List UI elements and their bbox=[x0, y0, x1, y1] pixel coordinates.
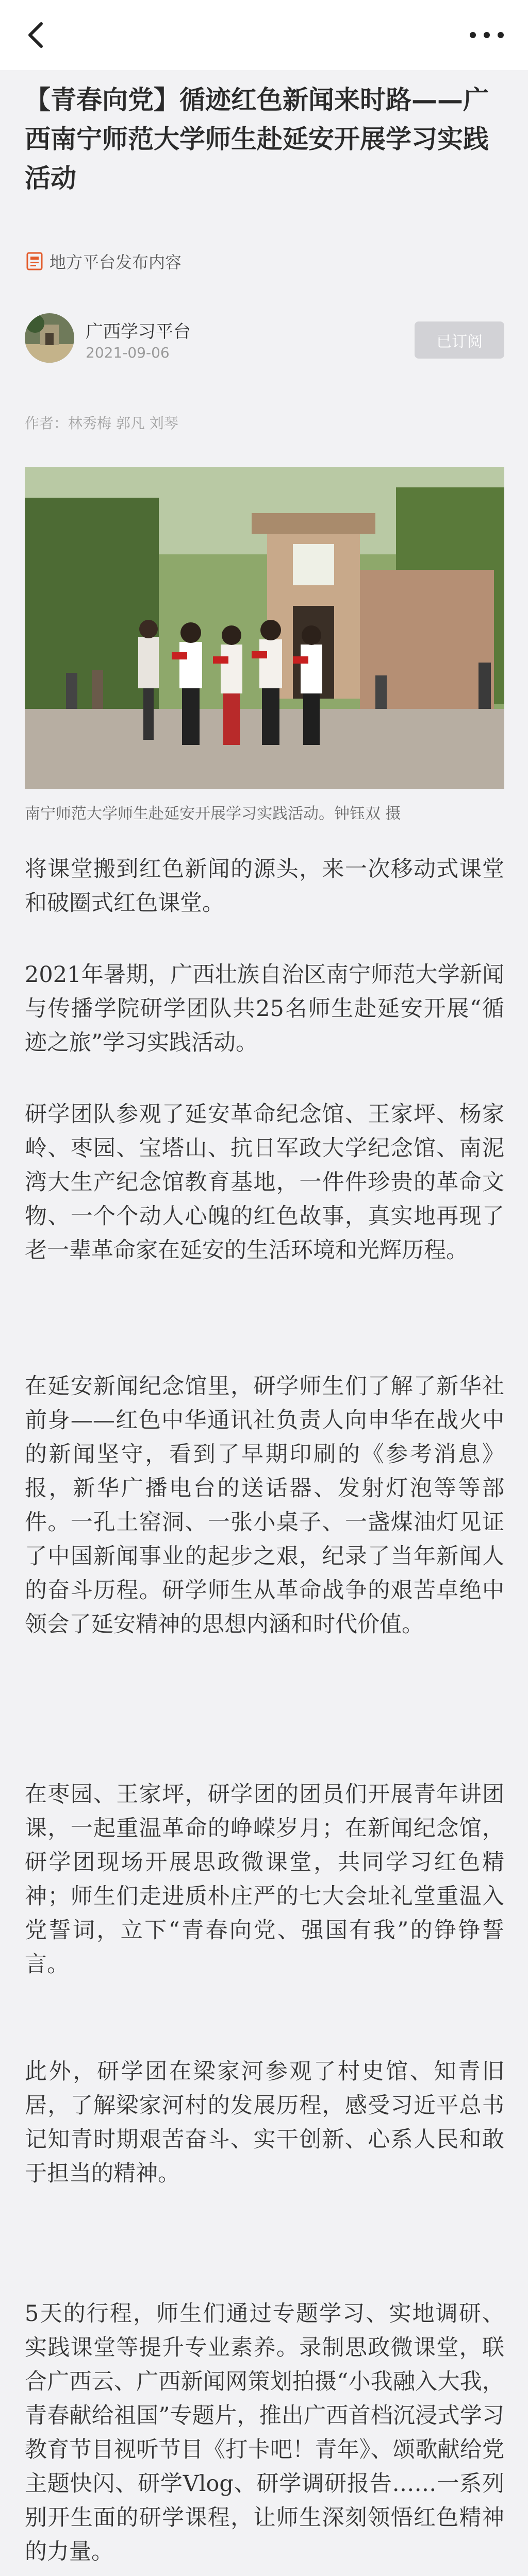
paragraph: 在延安新闻纪念馆里，研学师生们了解了新华社前身——红色中华通讯社负责人向申华在战火中的新闻坚守，看到了早期印刷的《参考消息》报，新华广播电台的送话器、发射灯泡等等部件。一孔土窑洞、一张小桌子、一盏煤油灯见证了中国新闻事业的起步之艰，纪录了当年新闻人的奋斗历程。研学师生从革命战争的艰苦卓绝中领会了延安精神的思想内涵和时代价值。 bbox=[25, 1374, 504, 1637]
platform-note: 地方平台发布内容 bbox=[50, 252, 182, 272]
paragraph: 将课堂搬到红色新闻的源头，来一次移动式课堂和破圈式红色课堂。 bbox=[25, 856, 504, 916]
channel-avatar[interactable] bbox=[25, 313, 74, 363]
channel-name[interactable]: 广西学习平台 bbox=[86, 321, 191, 342]
image-caption: 南宁师范大学师生赴延安开展学习实践活动。钟钰双 摄 bbox=[25, 805, 401, 823]
document-badge-icon bbox=[25, 251, 44, 271]
subscribe-button[interactable]: 已订阅 bbox=[415, 321, 504, 359]
back-button[interactable] bbox=[21, 20, 52, 50]
chevron-left-icon bbox=[26, 22, 46, 48]
paragraph: 5天的行程，师生们通过专题学习、实地调研、实践课堂等提升专业素养。录制思政微课堂，联合广西云、广西新闻网策划拍摄“小我融入大我，青春献给祖国”专题片，推出广西首档沉浸式学习教育节目视听节目《打卡吧！青年》、颂歌献给党主题快闪、研学Vlog、研学调研报告……一系列别开生面的研学课程，让师生深刻领悟红色精神的力量。 bbox=[25, 2301, 504, 2565]
paragraph: 此外，研学团在梁家河参观了村史馆、知青旧居，了解梁家河村的发展历程，感受习近平总书记知青时期艰苦奋斗、实干创新、心系人民和敢于担当的精神。 bbox=[25, 2059, 504, 2187]
byline: 作者：林秀梅 郭凡 刘琴 bbox=[25, 415, 178, 432]
article-content bbox=[0, 70, 528, 2576]
author-row bbox=[25, 313, 504, 365]
article-title: 【青春向党】循迹红色新闻来时路——广西南宁师范大学师生赴延安开展学习实践活动 bbox=[25, 85, 489, 193]
paragraph: 2021年暑期，广西壮族自治区南宁师范大学新闻与传播学院研学团队共25名师生赴延安开展“循迹之旅”学习实践活动。 bbox=[25, 962, 504, 1056]
paragraph: 研学团队参观了延安革命纪念馆、王家坪、杨家岭、枣园、宝塔山、抗日军政大学纪念馆、南泥湾大生产纪念馆教育基地，一件件珍贵的革命文物、一个个动人心魄的红色故事，真实地再现了老一辈革命家在延安的生活环境和光辉历程。 bbox=[25, 1101, 504, 1263]
platform-note-row bbox=[25, 249, 182, 273]
more-dots-icon bbox=[469, 31, 505, 39]
more-button[interactable] bbox=[466, 20, 507, 50]
paragraph: 在枣园、王家坪，研学团的团员们开展青年讲团课，一起重温革命的峥嵘岁月；在新闻纪念馆，研学团现场开展思政微课堂，共同学习红色精神；师生们走进质朴庄严的七大会址礼堂重温入党誓词，立下“青春向党、强国有我”的铮铮誓言。 bbox=[25, 1782, 504, 1977]
top-bar bbox=[0, 0, 528, 70]
hero-photo bbox=[25, 467, 504, 789]
publish-date: 2021-09-06 bbox=[86, 344, 170, 361]
